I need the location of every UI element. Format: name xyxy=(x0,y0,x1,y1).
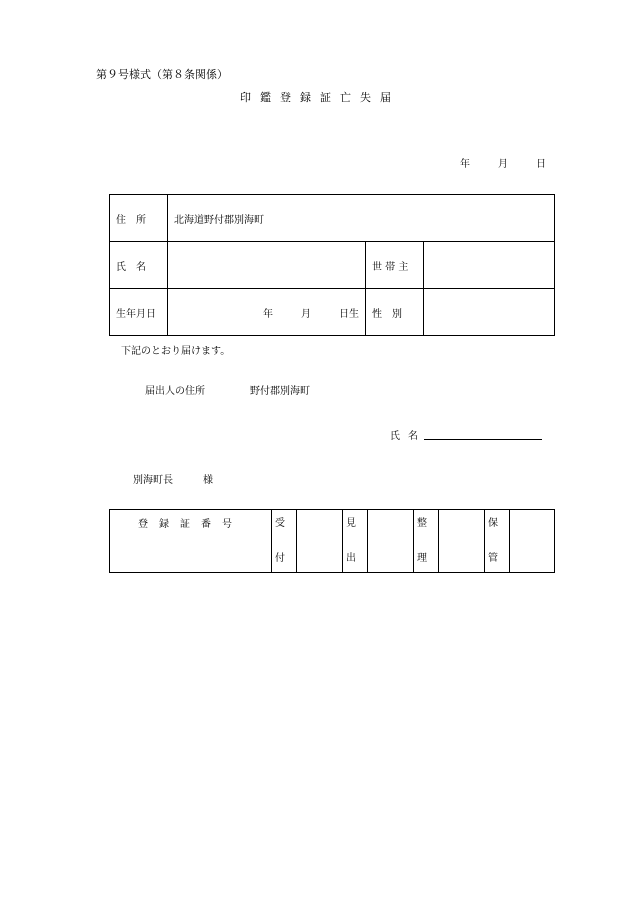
stamp-label-bottom: 管 xyxy=(488,553,498,564)
registration-number-label: 登録証番号 xyxy=(138,519,243,530)
birthdate-label: 生年月日 xyxy=(116,308,156,320)
signature-line[interactable] xyxy=(424,439,542,440)
stamp-label-cell-3 xyxy=(414,510,439,573)
date-line xyxy=(460,155,546,170)
name-value-cell[interactable] xyxy=(168,242,366,289)
gender-label: 性 別 xyxy=(372,308,402,320)
stamp-label-top: 見 xyxy=(346,518,356,529)
registration-number-cell xyxy=(110,510,272,573)
stamp-label-cell-1 xyxy=(272,510,297,573)
addressee-honorific: 様 xyxy=(203,475,213,486)
birthdate-row xyxy=(110,289,555,336)
stamp-label-cell-2 xyxy=(343,510,368,573)
householder-value-cell[interactable] xyxy=(424,242,555,289)
stamp-label-bottom: 理 xyxy=(417,553,427,564)
stamp-box-4[interactable] xyxy=(510,510,555,573)
notice-text: 下記のとおり届けます。 xyxy=(121,346,231,357)
address-value: 北海道野付郡別海町 xyxy=(174,214,264,226)
date-day-label: 日 xyxy=(536,159,546,170)
name-label: 氏 名 xyxy=(116,261,146,273)
form-number: 第９号様式（第８条関係） xyxy=(96,68,228,81)
birth-year-label: 年 xyxy=(263,308,273,320)
address-row xyxy=(110,195,555,242)
birthdate-label-cell xyxy=(110,289,168,336)
householder-label: 世 帯 主 xyxy=(372,261,409,273)
stamp-label-top: 保 xyxy=(488,518,498,529)
addressee-name: 別海町長 xyxy=(133,475,173,486)
document-title: 印鑑登録証亡失届 xyxy=(240,91,400,104)
submitter-address-label: 届出人の住所 xyxy=(145,386,205,397)
stamp-box-2[interactable] xyxy=(368,510,414,573)
gender-label-cell xyxy=(366,289,424,336)
stamp-label-bottom: 付 xyxy=(275,553,285,564)
date-month-label: 月 xyxy=(498,159,508,170)
householder-label-cell xyxy=(366,242,424,289)
stamp-label-top: 整 xyxy=(417,518,427,529)
submitter-name-label: 氏名 xyxy=(390,431,426,442)
address-label-cell xyxy=(110,195,168,242)
office-use-table xyxy=(109,509,555,573)
submitter-address-value[interactable]: 野付郡別海町 xyxy=(250,386,310,397)
name-label-cell xyxy=(110,242,168,289)
stamp-box-3[interactable] xyxy=(439,510,485,573)
stamp-label-cell-4 xyxy=(485,510,510,573)
stamp-label-top: 受 xyxy=(275,518,285,529)
name-row xyxy=(110,242,555,289)
address-value-cell[interactable] xyxy=(168,195,555,242)
stamp-label-bottom: 出 xyxy=(346,553,356,564)
applicant-table xyxy=(109,194,555,336)
birth-month-label: 月 xyxy=(301,308,311,320)
gender-value-cell[interactable] xyxy=(424,289,555,336)
date-year-label: 年 xyxy=(460,159,470,170)
birth-day-label: 日生 xyxy=(339,308,359,320)
address-label: 住 所 xyxy=(116,214,146,226)
office-use-row xyxy=(110,510,555,573)
birthdate-value-cell[interactable] xyxy=(168,289,366,336)
stamp-box-1[interactable] xyxy=(297,510,343,573)
